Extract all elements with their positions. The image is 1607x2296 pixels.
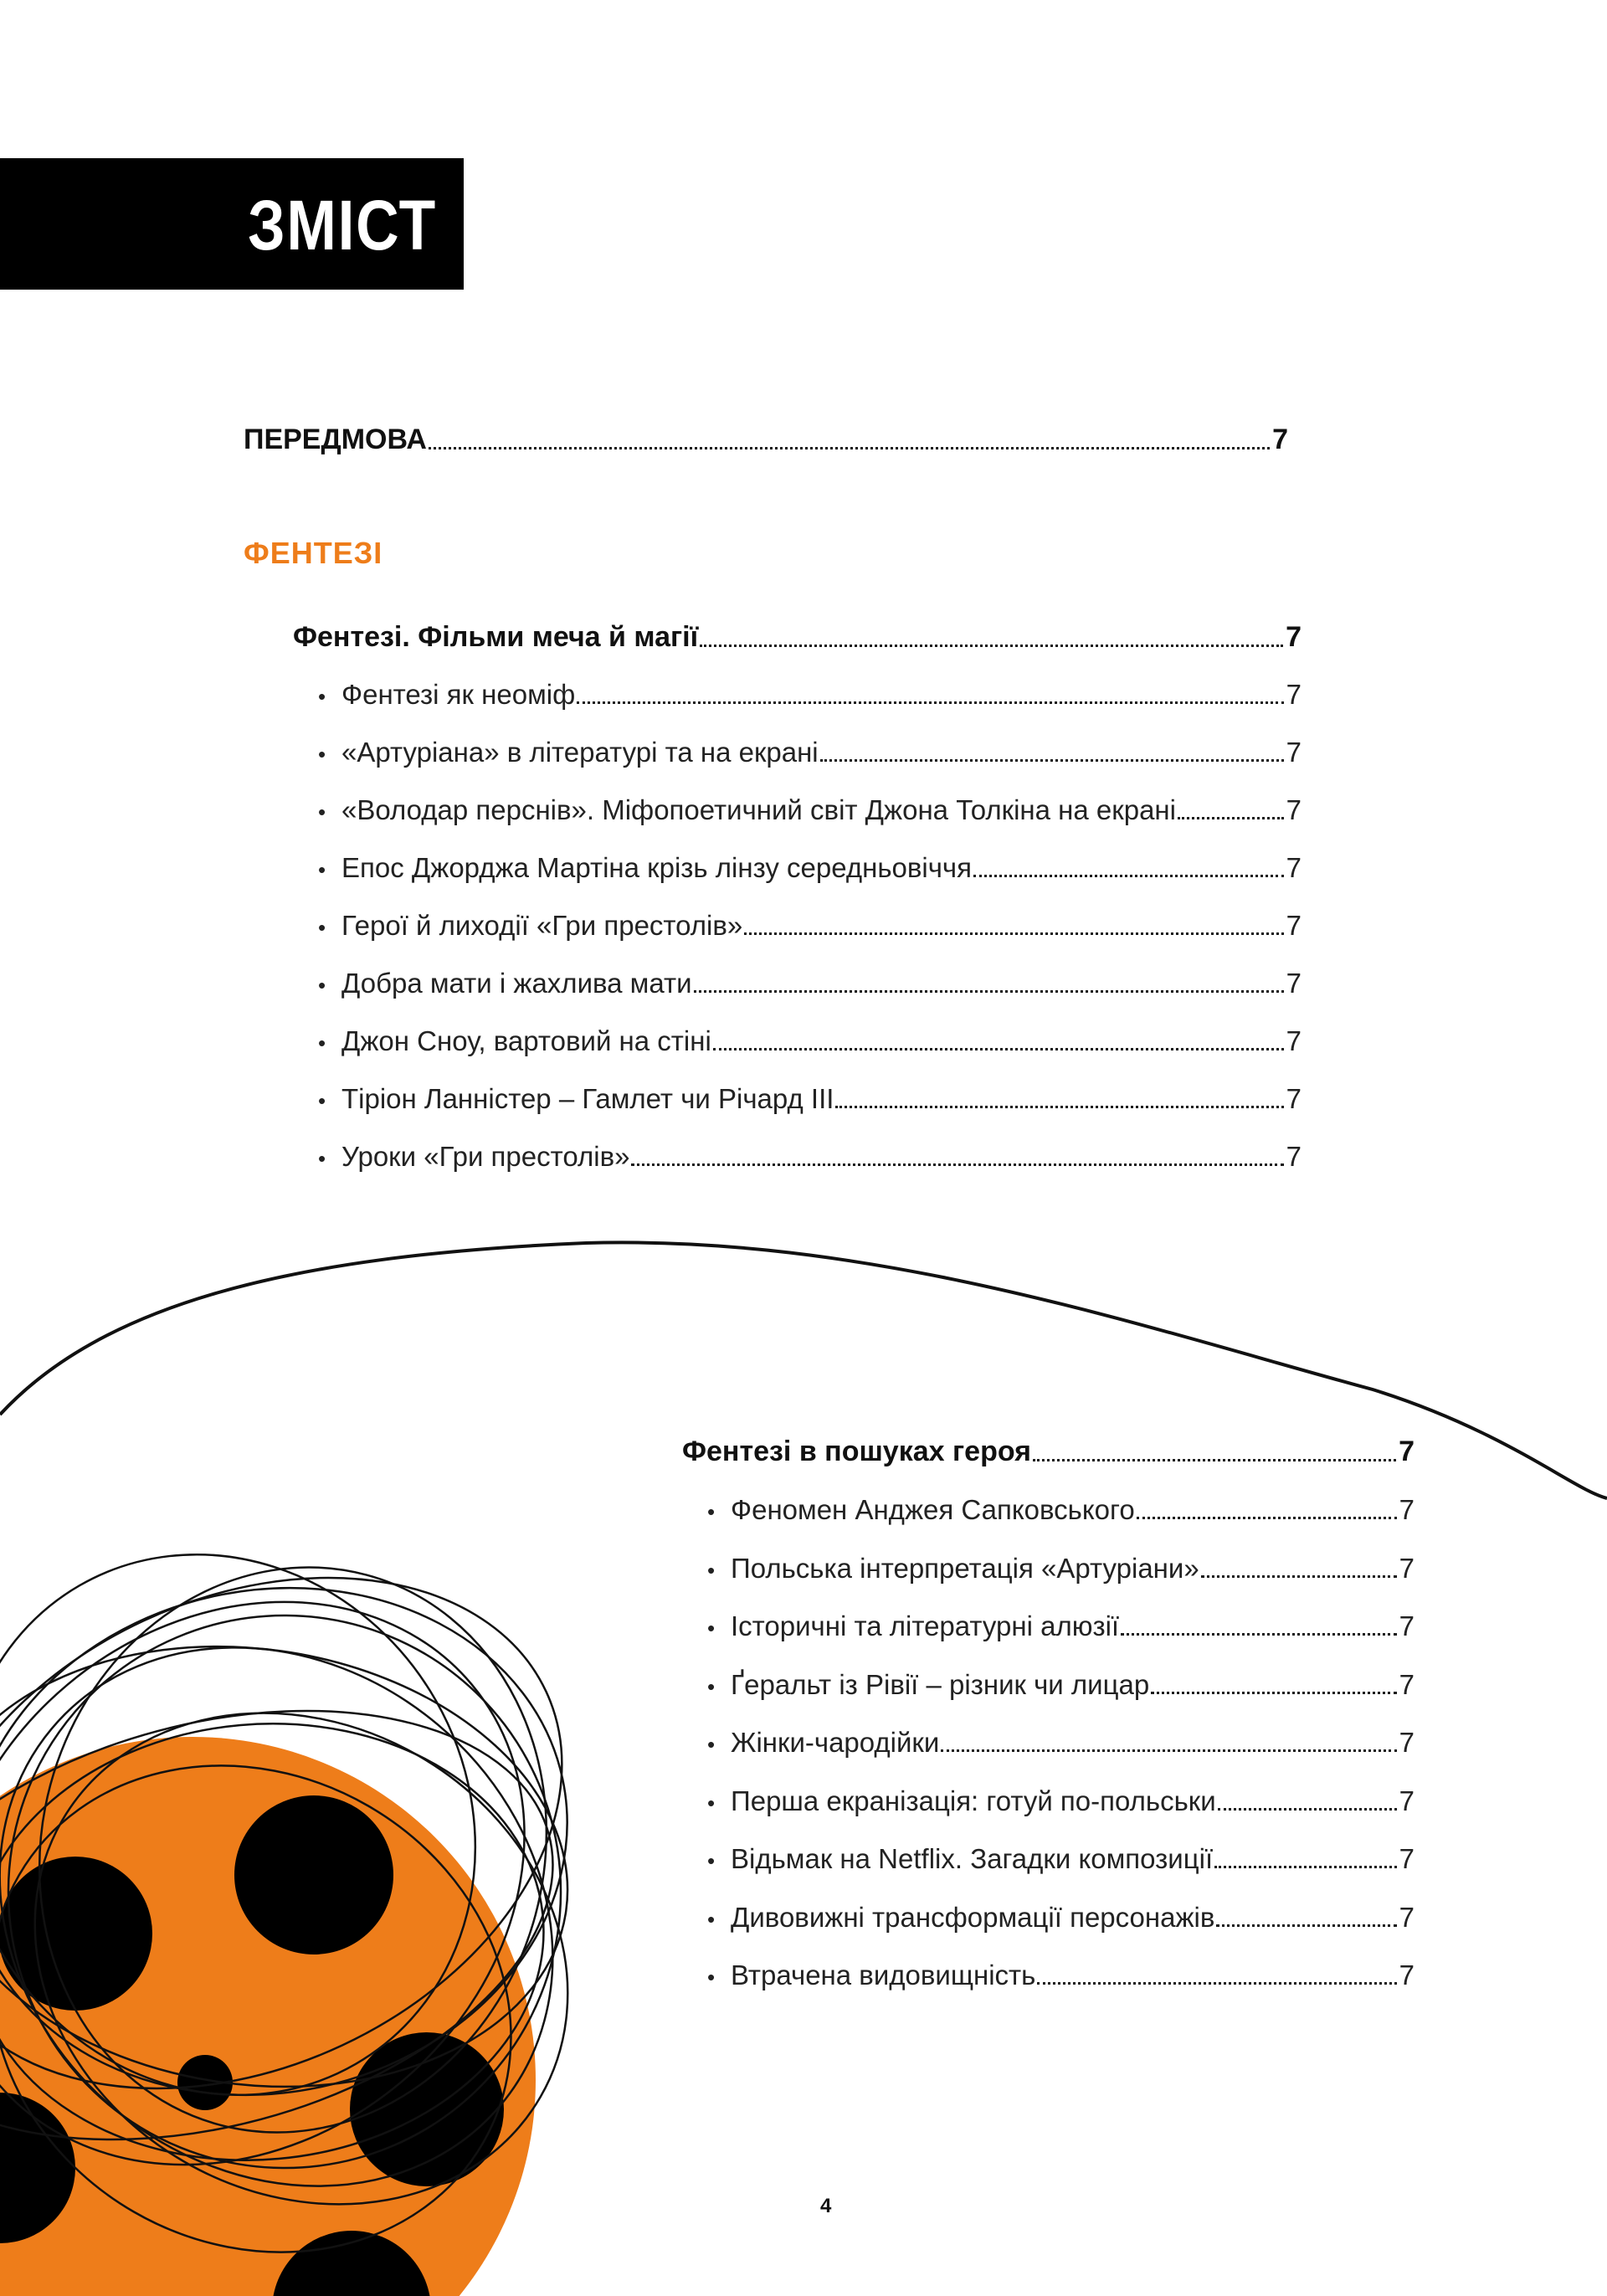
toc-chapter-heading[interactable] [682,1428,1414,1468]
toc-label: Епос Джорджа Мартіна крізь лінзу середньовіччя [341,852,972,883]
toc-item[interactable] [318,844,1302,884]
toc-label: Фентезі. Фільми меча й магії [293,621,699,653]
bullet: • [318,684,326,709]
leader-dots [744,932,1283,935]
toc-label: ПЕРЕДМОВА [244,424,427,455]
toc-item[interactable] [318,959,1302,999]
toc-page: 7 [1272,424,1288,455]
toc-page: 7 [1399,1843,1414,1874]
leader-dots [941,1749,1396,1752]
bullet: • [318,1030,326,1056]
page-title: ЗМІСТ [248,186,437,265]
toc-label: Фентезі в пошуках героя [682,1436,1031,1467]
bullet: • [707,1499,716,1524]
toc-item[interactable] [707,1777,1414,1817]
bullet: • [318,915,326,940]
leader-dots [713,1048,1284,1050]
page-number: 4 [820,2195,832,2217]
toc-page: 7 [1399,1436,1414,1467]
toc-item[interactable] [318,901,1302,942]
toc-page: 7 [1286,852,1302,883]
toc-label: Відьмак на Netflix. Загадки композиції [731,1843,1214,1874]
bullet: • [318,857,326,882]
toc-item[interactable] [707,1835,1414,1875]
bullet: • [318,799,326,824]
toc-label: Ґеральт із Рівії – різник чи лицар [731,1669,1150,1700]
toc-label: Польська інтерпретація «Артуріани» [731,1553,1199,1584]
bullet: • [707,1790,716,1816]
leader-dots [1151,1692,1396,1694]
toc-label: Історичні та літературні алюзії [731,1610,1120,1641]
toc-page: 7 [1399,1669,1414,1700]
leader-dots [820,759,1284,762]
toc-label: Уроки «Гри престолів» [341,1141,630,1172]
toc-chapter-heading[interactable] [293,614,1302,654]
toc-label: Жінки-чародійки [731,1727,940,1758]
toc-page: 7 [1286,794,1302,825]
toc-item[interactable] [707,1602,1414,1642]
leader-dots [1178,817,1284,819]
leader-dots [1218,1808,1397,1811]
bullet: • [318,1146,326,1171]
leader-dots [973,875,1284,877]
leader-dots [1037,1982,1396,1985]
leader-dots [577,701,1283,704]
toc-page: 7 [1286,968,1302,999]
leader-dots [1201,1575,1397,1578]
toc-label: «Володар перснів». Міфопоетичний світ Джона Толкіна на екрані [341,794,1176,825]
leader-dots [694,990,1284,993]
toc-page: 7 [1286,1083,1302,1114]
bullet: • [707,1558,716,1583]
toc-item[interactable] [318,786,1302,826]
toc-page: 7 [1399,1727,1414,1758]
toc-page: 7 [1399,1553,1414,1584]
leader-dots [1033,1459,1396,1461]
toc-item[interactable] [318,1133,1302,1173]
section-label: ФЕНТЕЗІ [244,536,383,570]
toc-label: «Артуріана» в літературі та на екрані [341,737,819,768]
toc-label: Перша екранізація: готуй по-польськи [731,1785,1216,1816]
toc-label: Фентезі як неоміф [341,679,576,710]
leader-dots [429,447,1270,449]
toc-page: 7 [1399,1902,1414,1933]
toc-item[interactable] [318,1017,1302,1057]
bullet: • [318,742,326,767]
toc-label: Феномен Анджея Сапковського [731,1494,1135,1525]
toc-page: 7 [1399,1960,1414,1990]
toc-label: Втрачена видовищність [731,1960,1036,1990]
bullet: • [707,1674,716,1699]
bullet: • [707,1907,716,1932]
toc-page: 7 [1286,1025,1302,1056]
leader-dots [700,645,1283,647]
toc-item[interactable] [707,1486,1414,1526]
toc-item[interactable] [707,1544,1414,1585]
toc-page: 7 [1286,679,1302,710]
leader-dots [835,1106,1283,1108]
toc-page: 7 [1399,1610,1414,1641]
leader-dots [1216,1924,1396,1927]
leader-dots [1214,1866,1397,1868]
toc-label: Герої й лиходії «Гри престолів» [341,910,743,941]
toc-label: Дивовижні трансформації персонажів [731,1902,1215,1933]
toc-item[interactable] [707,1718,1414,1759]
bullet: • [318,1088,326,1113]
toc-item[interactable] [707,1661,1414,1701]
bullet: • [707,1848,716,1873]
toc-item[interactable] [318,670,1302,711]
toc-label: Тіріон Ланністер – Гамлет чи Річард ІІІ [341,1083,834,1114]
bullet: • [707,1615,716,1641]
toc-page: 7 [1399,1494,1414,1525]
bullet: • [318,973,326,998]
toc-item[interactable] [318,728,1302,768]
bullet: • [707,1965,716,1990]
bullet: • [707,1732,716,1757]
toc-item[interactable] [707,1893,1414,1934]
leader-dots [1137,1517,1397,1519]
toc-page: 7 [1399,1785,1414,1816]
leader-dots [1121,1633,1397,1636]
toc-page: 7 [1286,1141,1302,1172]
toc-page: 7 [1286,737,1302,768]
toc-label: Джон Сноу, вартовий на стіні [341,1025,711,1056]
leader-dots [631,1163,1283,1166]
toc-item[interactable] [707,1951,1414,1991]
toc-entry-preface[interactable] [244,416,1288,456]
toc-page: 7 [1286,621,1302,653]
toc-page: 7 [1286,910,1302,941]
toc-item[interactable] [318,1075,1302,1115]
toc-label: Добра мати і жахлива мати [341,968,692,999]
